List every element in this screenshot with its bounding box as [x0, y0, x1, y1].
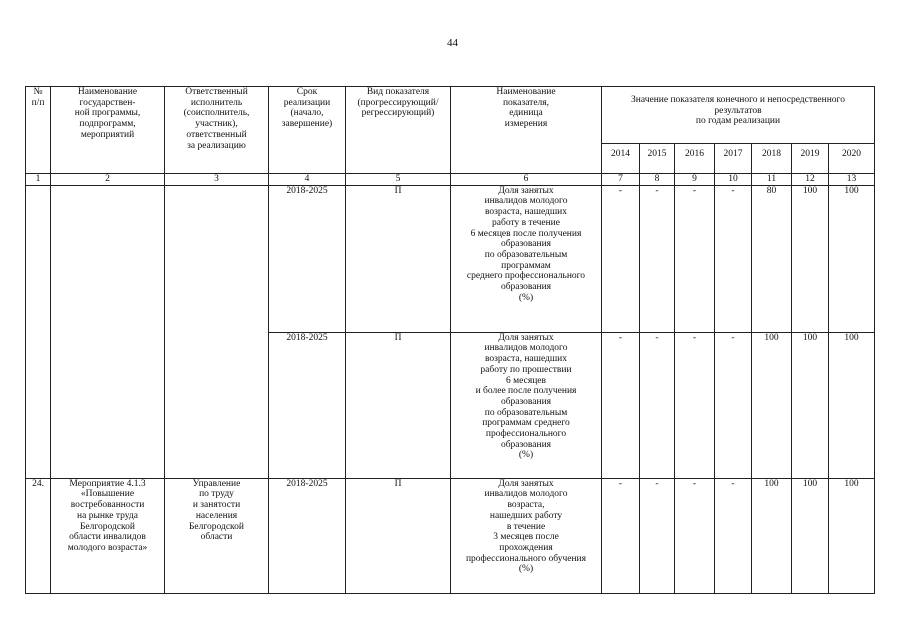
value-cell: - [602, 332, 640, 478]
header-year: 2015 [640, 144, 675, 174]
header-year: 2020 [829, 144, 875, 174]
value-cell: - [640, 332, 675, 478]
header-year: 2017 [715, 144, 752, 174]
header-row-1 [26, 87, 875, 144]
column-number: 3 [165, 174, 269, 186]
value-cell: - [675, 478, 715, 593]
value-cell: - [675, 185, 715, 332]
value-cell: - [640, 185, 675, 332]
column-number: 6 [451, 174, 602, 186]
header-kind: Вид показателя (прогрессирующий/ регрессирующий) [346, 87, 451, 174]
header-values-title: Значение показателя конечного и непосредственного результатов по годам реализации [602, 87, 875, 144]
column-number: 1 [26, 174, 51, 186]
value-cell: - [715, 478, 752, 593]
value-cell: 100 [752, 478, 792, 593]
column-number: 13 [829, 174, 875, 186]
column-number: 8 [640, 174, 675, 186]
indicator-cell: Доля занятых инвалидов молодого возраста, нашедших работу в течение 6 месяцев после получения образования по образовательным программам среднего профессионального образования (%) [451, 185, 602, 332]
indicator-table [25, 86, 875, 594]
value-cell: - [675, 332, 715, 478]
header-year: 2016 [675, 144, 715, 174]
indicator-cell: Доля занятых инвалидов молодого возраста, нашедших работу по прошествии 6 месяцев и более после получения образования по образовательным программам среднего профессионального образования (%) [451, 332, 602, 478]
empty-num-cell [26, 185, 51, 478]
value-cell: 100 [752, 332, 792, 478]
value-cell: 100 [829, 478, 875, 593]
header-num: № п/п [26, 87, 51, 174]
kind-cell: П [346, 332, 451, 478]
indicator-cell: Доля занятых инвалидов молодого возраста, нашедших работу в течение 3 месяцев после прохождения профессионального обучения (%) [451, 478, 602, 593]
kind-cell: П [346, 478, 451, 593]
value-cell: - [715, 185, 752, 332]
value-cell: 100 [792, 185, 829, 332]
header-year: 2014 [602, 144, 640, 174]
column-number: 2 [51, 174, 165, 186]
value-cell: - [602, 478, 640, 593]
column-number: 12 [792, 174, 829, 186]
header-executor: Ответственный исполнитель (соисполнитель, участник), ответственный за реализацию [165, 87, 269, 174]
header-year: 2019 [792, 144, 829, 174]
term-cell: 2018-2025 [269, 478, 346, 593]
term-cell: 2018-2025 [269, 332, 346, 478]
column-number: 7 [602, 174, 640, 186]
header-indicator: Наименование показателя, единица измерения [451, 87, 602, 174]
column-number: 4 [269, 174, 346, 186]
header-term: Срок реализации (начало, завершение) [269, 87, 346, 174]
column-number: 11 [752, 174, 792, 186]
value-cell: 80 [752, 185, 792, 332]
term-cell: 2018-2025 [269, 185, 346, 332]
value-cell: 100 [829, 332, 875, 478]
column-number: 10 [715, 174, 752, 186]
value-cell: - [715, 332, 752, 478]
kind-cell: П [346, 185, 451, 332]
page-number: 44 [447, 37, 458, 49]
table-row [26, 478, 875, 593]
value-cell: 100 [792, 332, 829, 478]
empty-executor-cell [165, 185, 269, 478]
value-cell: - [602, 185, 640, 332]
column-number: 9 [675, 174, 715, 186]
column-number: 5 [346, 174, 451, 186]
executor-cell: Управление по труду и занятости населения Белгородской области [165, 478, 269, 593]
table-row [26, 185, 875, 332]
row-number-cell: 24. [26, 478, 51, 593]
value-cell: - [640, 478, 675, 593]
header-year: 2018 [752, 144, 792, 174]
program-cell: Мероприятие 4.1.3 «Повышение востребованности на рынке труда Белгородской области инвалидов молодого возраста» [51, 478, 165, 593]
value-cell: 100 [792, 478, 829, 593]
value-cell: 100 [829, 185, 875, 332]
column-number-row [26, 174, 875, 186]
empty-program-cell [51, 185, 165, 478]
header-program: Наименование государствен- ной программы, подпрограмм, мероприятий [51, 87, 165, 174]
